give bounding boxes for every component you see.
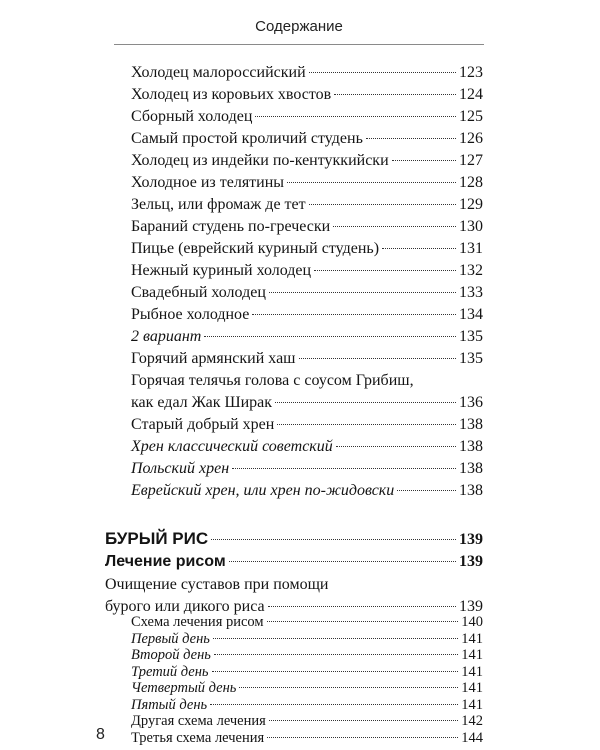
toc-entry-page: 144 xyxy=(461,729,483,746)
toc-entry-page: 139 xyxy=(459,598,483,615)
dot-leader xyxy=(239,687,458,688)
dot-leader xyxy=(309,204,456,205)
dot-leader xyxy=(210,704,458,705)
toc-entry-title: Холодец из коровьих хвостов xyxy=(131,86,332,103)
toc-entry-page: 138 xyxy=(459,416,483,433)
toc-entry[interactable] xyxy=(131,326,483,348)
header-title: Содержание xyxy=(255,18,343,35)
dot-leader xyxy=(213,638,458,639)
toc-entry-title: 2 вариант xyxy=(131,328,202,345)
toc-entry-title: Холодец малороссийский xyxy=(131,64,306,81)
toc-entry[interactable] xyxy=(131,480,483,502)
dot-leader xyxy=(309,72,456,73)
toc-entry[interactable] xyxy=(131,304,483,326)
toc-entry-title: БУРЫЙ РИС xyxy=(105,529,209,548)
dot-leader xyxy=(229,561,456,562)
toc-entry[interactable] xyxy=(131,680,483,696)
toc-entry-title: Польский хрен xyxy=(131,460,230,477)
toc-entry[interactable] xyxy=(131,436,483,458)
toc-entry[interactable] xyxy=(131,106,483,128)
toc-entry-title: Холодное из телятины xyxy=(131,174,285,191)
dot-leader xyxy=(232,468,456,469)
toc-entry-page: 124 xyxy=(459,86,483,103)
toc-entry-title: Самый простой кроличий студень xyxy=(131,130,363,147)
dot-leader xyxy=(267,621,459,622)
toc-entry-title: Четвертый день xyxy=(131,680,237,696)
toc-entry[interactable] xyxy=(131,194,483,216)
dot-leader xyxy=(299,358,457,359)
dot-leader xyxy=(382,248,456,249)
toc-entry-title: Еврейский хрен, или хрен по-жидовски xyxy=(131,482,395,499)
dot-leader xyxy=(336,446,456,447)
toc-entry-page: 129 xyxy=(459,196,483,213)
toc-entry-page: 127 xyxy=(459,152,483,169)
dot-leader xyxy=(314,270,456,271)
toc-entry-title-line1: Горячая телячья голова с соусом Грибиш, xyxy=(131,372,414,389)
toc-entry[interactable] xyxy=(131,697,483,713)
toc-entry-title: Рыбное холодное xyxy=(131,306,250,323)
toc-entry-title: Сборный холодец xyxy=(131,108,253,125)
toc-entry-page: 141 xyxy=(461,680,483,696)
toc-entry-page: 126 xyxy=(459,130,483,147)
toc-entry[interactable] xyxy=(131,150,483,172)
toc-entry-page: 128 xyxy=(459,174,483,191)
toc-entry[interactable] xyxy=(131,128,483,150)
toc-entry-page: 125 xyxy=(459,108,483,125)
dot-leader xyxy=(397,490,456,491)
toc-entry-page: 138 xyxy=(459,460,483,477)
toc-entry-title: Пятый день xyxy=(131,696,208,713)
toc-entry-title: Третья схема лечения xyxy=(131,729,265,746)
toc-entry-page: 136 xyxy=(459,394,483,411)
dot-leader xyxy=(275,402,456,403)
toc-entry[interactable] xyxy=(131,664,483,680)
dot-leader xyxy=(268,606,456,607)
toc-entry-page: 141 xyxy=(461,696,483,713)
toc-entry[interactable] xyxy=(131,730,483,746)
toc-entry[interactable] xyxy=(131,282,483,304)
toc-entry-page: 131 xyxy=(459,240,483,257)
toc-entry-title: Холодец из индейки по-кентуккийски xyxy=(131,152,389,169)
dot-leader xyxy=(267,737,458,738)
toc-entry[interactable] xyxy=(131,631,483,647)
dot-leader xyxy=(211,539,456,540)
toc-entry-page: 138 xyxy=(459,438,483,455)
toc-entry-title: Нежный куриный холодец xyxy=(131,262,312,279)
toc-entry[interactable] xyxy=(131,458,483,480)
toc-entry-page: 130 xyxy=(459,218,483,235)
toc-entry[interactable] xyxy=(131,647,483,663)
toc-entry-title: Старый добрый хрен xyxy=(131,416,275,433)
toc-entry[interactable] xyxy=(131,348,483,370)
dot-leader xyxy=(255,116,456,117)
toc-entry-page: 134 xyxy=(459,306,483,323)
dot-leader xyxy=(333,226,456,227)
toc-entry-page: 141 xyxy=(461,647,483,663)
toc-entry-page: 138 xyxy=(459,482,483,499)
toc-entry-page: 135 xyxy=(459,328,483,345)
toc-entry-title: Свадебный холодец xyxy=(131,284,266,301)
toc-entry-title: Зельц, или фромаж де тет xyxy=(131,196,306,213)
toc-entry-title: Другая схема лечения xyxy=(131,713,266,729)
dot-leader xyxy=(214,654,458,655)
toc-entry[interactable] xyxy=(131,414,483,436)
toc-entry-page: 132 xyxy=(459,262,483,279)
toc-subsection-heading[interactable] xyxy=(105,551,483,573)
page-number: 8 xyxy=(96,726,105,743)
dot-leader xyxy=(277,424,456,425)
toc-entry-title: Третий день xyxy=(131,663,209,680)
toc-entry-title: бурого или дикого риса xyxy=(105,598,265,615)
toc-entry-page: 140 xyxy=(461,614,483,630)
toc-entry[interactable] xyxy=(131,216,483,238)
toc-entry-page: 123 xyxy=(459,64,483,81)
toc-entry-page: 135 xyxy=(459,350,483,367)
dot-leader xyxy=(366,138,456,139)
toc-entry-title: Горячий армянский хаш xyxy=(131,350,296,367)
toc-entry-page: 142 xyxy=(461,713,483,729)
toc-entry[interactable] xyxy=(131,84,483,106)
dot-leader xyxy=(269,292,456,293)
toc-entry-title-line1: Очищение суставов при помощи xyxy=(105,576,329,593)
toc-entry-title: Лечение рисом xyxy=(105,553,226,570)
toc-entry[interactable] xyxy=(131,62,483,84)
toc-entry-page: 139 xyxy=(459,531,483,548)
toc-entry-page: 133 xyxy=(459,284,483,301)
dot-leader xyxy=(204,336,456,337)
dot-leader xyxy=(334,94,456,95)
toc-entry[interactable] xyxy=(131,260,483,282)
toc-entry-title: как едал Жак Ширак xyxy=(131,394,273,411)
dot-leader xyxy=(252,314,456,315)
toc-entry-title: Бараний студень по-гречески xyxy=(131,218,331,235)
dot-leader xyxy=(269,720,458,721)
dot-leader xyxy=(392,160,456,161)
toc-entry-page: 139 xyxy=(459,553,483,570)
dot-leader xyxy=(287,182,456,183)
toc-section-heading[interactable] xyxy=(105,528,483,551)
toc-entry[interactable] xyxy=(131,614,483,630)
toc-entry-title: Схема лечения рисом xyxy=(131,614,264,630)
toc-entry[interactable] xyxy=(131,172,483,194)
toc-entry-page: 141 xyxy=(461,663,483,680)
toc-entry-title: Пицье (еврейский куриный студень) xyxy=(131,240,380,257)
toc-entry-title: Первый день xyxy=(131,630,210,647)
running-header xyxy=(114,12,484,45)
toc-entry[interactable] xyxy=(131,392,483,414)
toc-entry-title: Хрен классический советский xyxy=(131,438,333,455)
toc-entry-page: 141 xyxy=(461,630,483,647)
toc-entry[interactable] xyxy=(131,238,483,260)
toc-entry-title: Второй день xyxy=(131,647,211,663)
dot-leader xyxy=(212,671,459,672)
toc-entry[interactable] xyxy=(131,713,483,729)
